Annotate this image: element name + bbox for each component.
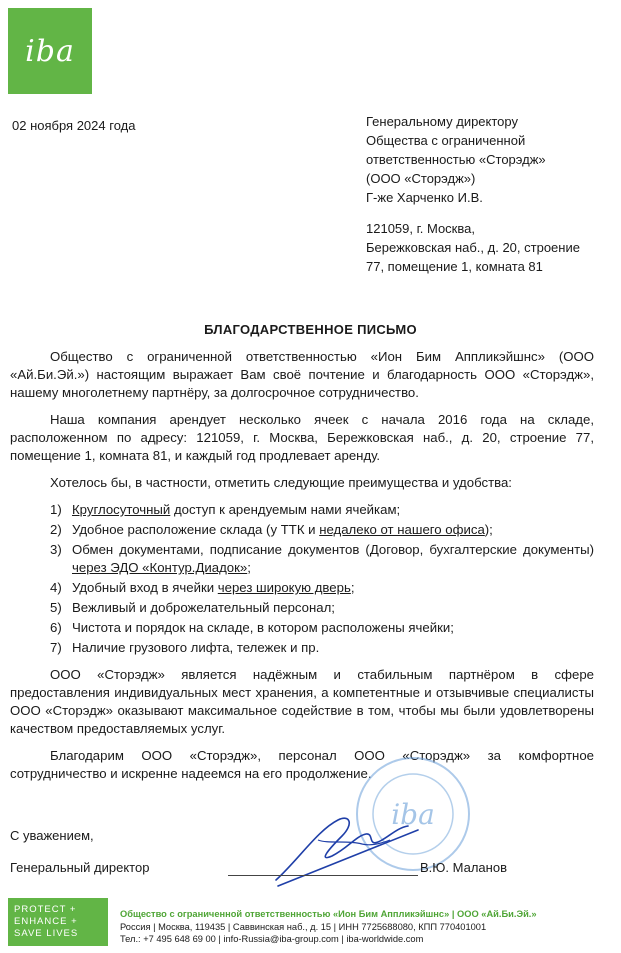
list-text: доступ к арендуемым нами ячейкам;	[170, 502, 401, 517]
addressee-line: ответственностью «Сторэдж»	[366, 152, 546, 167]
list-text: );	[484, 522, 493, 537]
footer-slogan-box	[8, 898, 108, 946]
regards-text: С уважением,	[10, 828, 94, 843]
list-text: Вежливый и доброжелательный персонал;	[72, 600, 335, 615]
footer-address: Россия | Москва, 119435 | Саввинская наб., д. 15 | ИНН 7725688080, КПП 770401001	[120, 921, 487, 932]
underlined-text: недалеко от нашего офиса	[319, 522, 485, 537]
address-line: 77, помещение 1, комната 81	[366, 259, 543, 274]
stamp-logo: iba	[391, 798, 435, 831]
underlined-text: через широкую дверь	[217, 580, 351, 595]
list-item	[10, 619, 594, 637]
list-number: 6)	[50, 620, 62, 635]
list-number: 5)	[50, 600, 62, 615]
list-text: Чистота и порядок на складе, в котором расположены ячейки;	[72, 620, 454, 635]
handwritten-signature	[258, 800, 428, 892]
list-number: 3)	[50, 542, 62, 557]
footer-company-name: Общество с ограниченной ответственностью «Ион Бим Аппликэйшнс» | ООО «Ай.Би.Эй.»	[120, 909, 537, 919]
list-number: 7)	[50, 640, 62, 655]
list-item	[10, 639, 594, 657]
list-item	[10, 541, 594, 577]
signer-name: В.Ю. Маланов	[420, 860, 507, 875]
advantages-list	[10, 501, 594, 657]
addressee-line: (ООО «Сторэдж»)	[366, 171, 476, 186]
list-text: Наличие грузового лифта, тележек и пр.	[72, 640, 320, 655]
letter-date: 02 ноября 2024 года	[12, 118, 136, 133]
signature-line	[228, 875, 418, 876]
paragraph-intro: Общество с ограниченной ответственностью «Ион Бим Аппликэйшнс» (ООО «Ай.Би.Эй.») настоящим выражает Вам своё почтение и благодарность ООО «Сторэдж», нашему многолетнему партнёру, за долгосрочное сотрудничество.	[10, 349, 594, 400]
address-line: 121059, г. Москва,	[366, 221, 475, 236]
list-text: Обмен документами, подписание документов (Договор, бухгалтерские документы)	[72, 542, 594, 557]
slogan-line: ENHANCE +	[14, 916, 78, 927]
addressee-block	[366, 112, 616, 276]
letter-title: БЛАГОДАРСТВЕННОЕ ПИСЬМО	[204, 322, 417, 337]
addressee-address	[366, 219, 616, 276]
list-text: ;	[247, 560, 251, 575]
letter-body	[10, 348, 594, 792]
slogan-line: SAVE LIVES	[14, 928, 79, 939]
signer-role: Генеральный директор	[10, 860, 150, 875]
list-item	[10, 501, 594, 519]
list-item	[10, 579, 594, 597]
company-logo	[8, 8, 92, 94]
addressee-line: Общества с ограниченной	[366, 133, 526, 148]
paragraph-thanks: Благодарим ООО «Сторэдж», персонал ООО «Сторэдж» за комфортное сотрудничество и искренне надеемся на его продолжение.	[10, 748, 594, 781]
addressee-line: Г-же Харченко И.В.	[366, 190, 483, 205]
list-item	[10, 521, 594, 539]
list-item	[10, 599, 594, 617]
underlined-text: Круглосуточный	[72, 502, 171, 517]
addressee-line: Генеральному директору	[366, 114, 518, 129]
list-text: ;	[350, 580, 355, 595]
slogan-line: PROTECT +	[14, 904, 77, 915]
paragraph-lease: Наша компания арендует несколько ячеек с начала 2016 года на складе, расположенном по адресу: 121059, г. Москва, Бережковская наб., д. 20, строение 77, помещение 1, комната 81, и каждый год продлевает аренду.	[10, 412, 594, 463]
footer-contacts: Тел.: +7 495 648 69 00 | info-Russia@iba-group.com | iba-worldwide.com	[120, 934, 424, 944]
address-line: Бережковская наб., д. 20, строение	[366, 240, 580, 255]
paragraph-partner: ООО «Сторэдж» является надёжным и стабильным партнёром в сфере предоставления индивидуальных мест хранения, а компетентные и отзывчивые специалисты ООО «Сторэдж» оказывают максимальное содействие в том, чтобы мы были удовлетворены качеством предоставляемых услуг.	[10, 667, 594, 736]
list-number: 2)	[50, 522, 62, 537]
logo-text: iba	[25, 33, 75, 69]
list-number: 4)	[50, 580, 62, 595]
underlined-text: через ЭДО «Контур.Диадок»	[72, 560, 248, 575]
list-text: Удобный вход в ячейки	[72, 580, 218, 595]
list-text: Удобное расположение склада (у ТТК и	[72, 522, 320, 537]
footer-company-info	[120, 908, 620, 946]
paragraph-advantages-intro: Хотелось бы, в частности, отметить следующие преимущества и удобства:	[50, 475, 512, 490]
list-number: 1)	[50, 502, 62, 517]
